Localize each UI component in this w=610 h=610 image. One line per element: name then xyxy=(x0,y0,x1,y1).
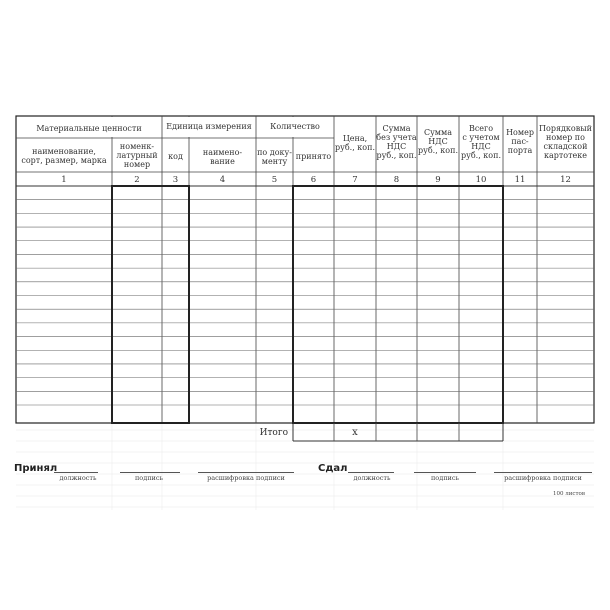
header-qty-by-document: по доку- менту xyxy=(257,148,292,166)
column-number: 9 xyxy=(435,175,441,185)
header-unit: Единица измерения xyxy=(166,122,252,131)
column-number: 3 xyxy=(172,175,179,185)
handed-signature-caption: подпись xyxy=(430,474,460,482)
header-unit-code: код xyxy=(168,152,183,161)
column-number: 1 xyxy=(61,175,67,185)
received-signature-caption: подпись xyxy=(134,474,164,482)
footer-note: 100 листов xyxy=(553,491,585,497)
column-number: 7 xyxy=(352,175,358,185)
header-passport-number: Номер пас- порта xyxy=(506,128,534,155)
header-sum-without-vat: Сумма без учета НДС руб., коп. xyxy=(376,124,417,160)
header-price: Цена, руб., коп. xyxy=(335,134,375,152)
header-quantity: Количество xyxy=(270,122,320,131)
header-name-sort: наименование, сорт, размер, марка xyxy=(21,147,107,165)
column-number: 5 xyxy=(271,175,278,185)
column-number: 10 xyxy=(475,175,487,185)
header-card-number: Порядковый номер по складской картотеке xyxy=(539,124,592,160)
column-number: 4 xyxy=(219,175,226,185)
totals-label: Итого xyxy=(259,428,288,438)
header-unit-name: наимено- вание xyxy=(202,148,243,166)
column-number: 2 xyxy=(134,175,140,185)
totals-price-mark: x xyxy=(352,427,358,438)
handed-position-caption: должность xyxy=(353,474,391,482)
column-number: 6 xyxy=(310,175,317,185)
highlight-box-amounts xyxy=(293,186,503,423)
handed-by-label: Сдал xyxy=(318,463,348,474)
header-total-with-vat: Всего с учетом НДС руб., коп. xyxy=(461,124,501,160)
received-decoding-caption: расшифровка подписи xyxy=(207,474,285,482)
header-material-values: Материальные ценности xyxy=(36,124,142,133)
header-qty-accepted: принято xyxy=(295,152,332,161)
column-number: 12 xyxy=(560,175,571,185)
received-by-label: Принял xyxy=(14,463,58,474)
handed-decoding-caption: расшифровка подписи xyxy=(504,474,582,482)
column-number: 8 xyxy=(393,175,400,185)
header-nomenclature: номенк- латурный номер xyxy=(116,142,158,169)
header-vat-sum: Сумма НДС руб., коп. xyxy=(418,128,458,155)
highlight-box-code xyxy=(112,186,189,423)
received-position-caption: должность xyxy=(59,474,97,482)
column-number: 11 xyxy=(514,175,526,185)
